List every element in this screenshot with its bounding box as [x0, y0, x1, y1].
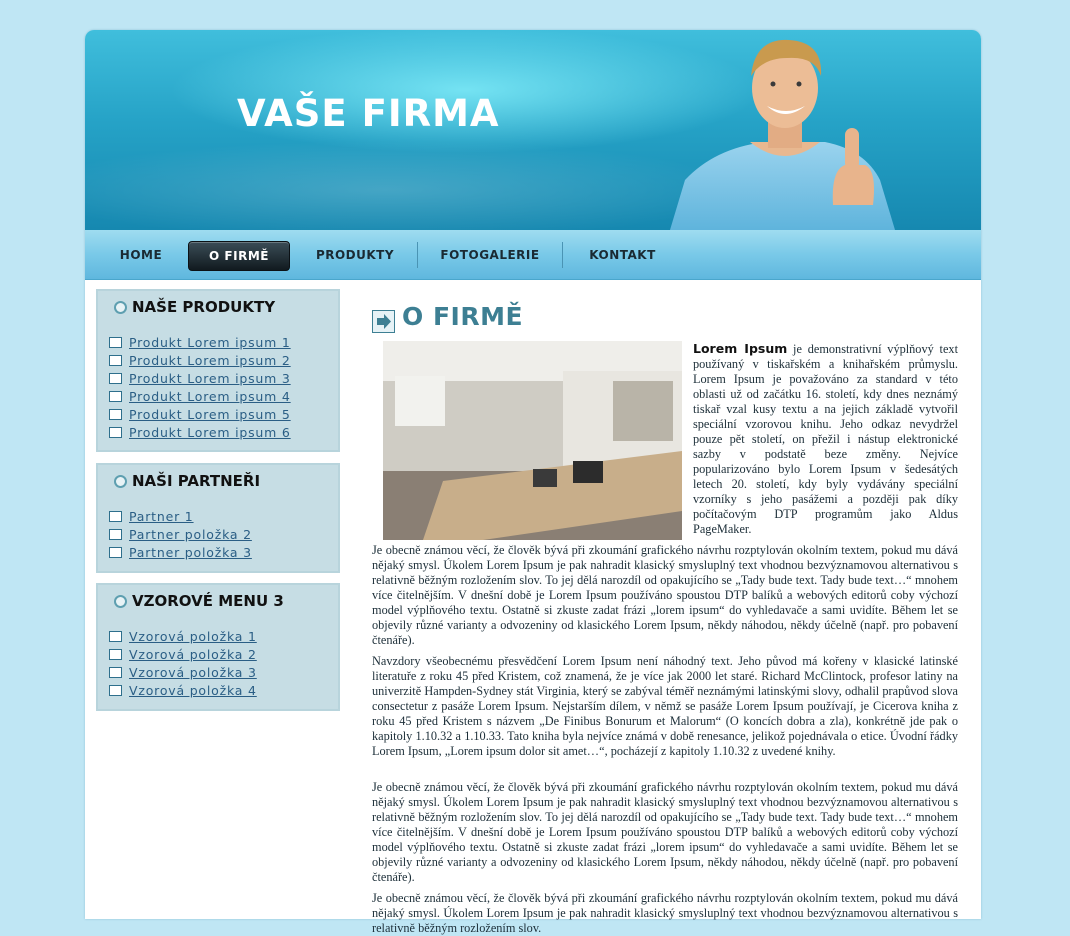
arrow-right-icon	[109, 511, 122, 522]
arrow-right-icon	[109, 649, 122, 660]
arrow-right-icon	[109, 547, 122, 558]
nav-separator	[562, 242, 563, 268]
sidebar-link[interactable]: Produkt Lorem ipsum 6	[109, 424, 291, 442]
hero-illustration	[655, 30, 981, 230]
sidebar-link[interactable]: Produkt Lorem ipsum 2	[109, 352, 291, 370]
sidebar-link[interactable]: Produkt Lorem ipsum 1	[109, 334, 291, 352]
arrow-right-icon	[109, 373, 122, 384]
arrow-right-icon	[109, 391, 122, 402]
nav-produkty[interactable]: PRODUKTY	[315, 248, 395, 262]
arrow-right-icon	[109, 631, 122, 642]
nav-separator	[417, 242, 418, 268]
arrow-right-icon	[109, 685, 122, 696]
sidebox-title: VZOROVÉ MENU 3	[132, 592, 284, 610]
sidebar-link[interactable]: Vzorová položka 3	[109, 664, 257, 682]
sidebar-link[interactable]: Vzorová položka 1	[109, 628, 257, 646]
sidebar-link[interactable]: Produkt Lorem ipsum 5	[109, 406, 291, 424]
nav-o-firme[interactable]: O FIRMĚ	[188, 241, 290, 271]
office-illustration	[383, 341, 682, 540]
office-photo	[383, 341, 682, 540]
header-banner	[85, 30, 981, 230]
arrow-right-icon	[109, 667, 122, 678]
sidebox-title: NAŠE PRODUKTY	[132, 298, 276, 316]
sidebox-nase-produkty	[96, 289, 340, 452]
sidebar-link[interactable]: Partner 1	[109, 508, 194, 526]
sidebar-link[interactable]: Vzorová položka 4	[109, 682, 257, 700]
page	[85, 30, 981, 935]
arrow-right-icon	[109, 355, 122, 366]
sidebar-link[interactable]: Partner položka 3	[109, 544, 252, 562]
nav-home[interactable]: HOME	[119, 248, 163, 262]
intro-paragraph: Lorem Ipsum je demonstrativní výplňový text používaný v tiskařském a knihařském průmyslu. Lorem Ipsum je považováno za standard v této oblasti už od začátku 16. století, kdy dnes neznámý tiskař vzal kusy textu a na jejich základě vytvořil speciální vzorovou knihu. Jeho odkaz nevydržel pouze pět století, on přežil i nástup elektronické sazby v podstatě beze změny. Nejvíce popularizováno bylo Lorem Ipsum v šedesátých letech 20. století, kdy byly vydávány speciální vzorníky s jeho pasážemi a později pak díky počítačovým DTP programům jako Aldus PageMaker.	[693, 341, 958, 536]
page-arrow-icon	[372, 310, 395, 333]
sidebar-link[interactable]: Produkt Lorem ipsum 4	[109, 388, 291, 406]
sidebar-link[interactable]: Vzorová položka 2	[109, 646, 257, 664]
arrow-right-icon	[109, 409, 122, 420]
content-paragraph-4: Je obecně známou věcí, že člověk bývá při zkoumání grafického návrhu rozptylován okolním textem, pokud mu dává nějaký smysl. Úkolem Lorem Ipsum je pak nahradit klasický smysluplný text vhodnou bezvýznamovou alternativou s relativně běžným rozložením slov.	[372, 891, 958, 935]
arrow-right-icon	[109, 427, 122, 438]
sidebar-link[interactable]: Partner položka 2	[109, 526, 252, 544]
arrow-right-icon	[109, 337, 122, 348]
nav-fotogalerie[interactable]: FOTOGALERIE	[440, 248, 540, 262]
sidebox-vzorove-menu-3	[96, 583, 340, 711]
content-paragraph-3: Je obecně známou věcí, že člověk bývá při zkoumání grafického návrhu rozptylován okolním textem, pokud mu dává nějaký smysl. Úkolem Lorem Ipsum je pak nahradit klasický smysluplný text vhodnou bezvýznamovou alternativou s relativně běžným rozložením slov. To jej dělá narozdíl od opakujícího se „Tady bude text. Tady bude text…“ mnohem více čitelnějším. V dnešní době je Lorem Ipsum používáno spoustou DTP balíků a webových editorů coby výchozí model výplňového textu. Ostatně si zkuste zadat frázi „lorem ipsum“ do vyhledavače a sami uvidíte. Během let se objevily různé varianty a odvozeniny od klasického Lorem Ipsum, někdy náhodou, někdy účelně (např. pro pobavení čtenáře).	[372, 780, 958, 884]
sidebox-nasi-partneri	[96, 463, 340, 573]
nav-kontakt[interactable]: KONTAKT	[589, 248, 656, 262]
arrow-right-icon	[109, 529, 122, 540]
sidebar-link[interactable]: Produkt Lorem ipsum 3	[109, 370, 291, 388]
sidebox-title: NAŠI PARTNEŘI	[132, 472, 261, 490]
content-paragraph-1: Je obecně známou věcí, že člověk bývá při zkoumání grafického návrhu rozptylován okolním textem, pokud mu dává nějaký smysl. Úkolem Lorem Ipsum je pak nahradit klasický smysluplný text vhodnou bezvýznamovou alternativou s relativně běžným rozložením slov. To jej dělá narozdíl od opakujícího se „Tady bude text. Tady bude text…“ mnohem více čitelnějším. V dnešní době je Lorem Ipsum používáno spoustou DTP balíků a webových editorů coby výchozí model výplňového textu. Ostatně si zkuste zadat frázi „lorem ipsum“ do vyhledavače a sami uvidíte. Během let se objevily různé varianty a odvozeniny od klasického Lorem Ipsum, někdy náhodou, někdy účelně (např. pro pobavení čtenáře).	[372, 543, 958, 647]
page-title: O FIRMĚ	[402, 302, 524, 331]
content-paragraph-2: Navzdory všeobecnému přesvědčení Lorem Ipsum není náhodný text. Jeho původ má kořeny v klasické latinské literatuře z roku 45 před Kristem, což znamená, že je více jak 2000 let staré. Richard McClintock, profesor latiny na univerzitě Hampden-Sydney stát Virginia, který se zabýval téměř neznámými latinskými slovy, odhalil prapůvod slova consectetur z pasáže Lorem Ipsum. Nejstarším dílem, v němž se pasáže Lorem Ipsum používají, je Cicerova kniha z roku 45 před Kristem s názvem „De Finibus Bonurum et Malorum“ (O koncích dobra a zla), konkrétně jde pak o kapitoly 1.10.32 a 1.10.33. Tato kniha byla nejvíce známá v době renesance, jelikož pojednávala o etice. Úvodní řádky Lorem Ipsum, „Lorem ipsum dolor sit amet…“, pocházejí z kapitoly 1.10.32 z uvedené knihy.	[372, 654, 958, 758]
main-navigation	[85, 230, 981, 280]
brand-title[interactable]: VAŠE FIRMA	[237, 92, 500, 135]
hero-person-image	[655, 30, 981, 230]
